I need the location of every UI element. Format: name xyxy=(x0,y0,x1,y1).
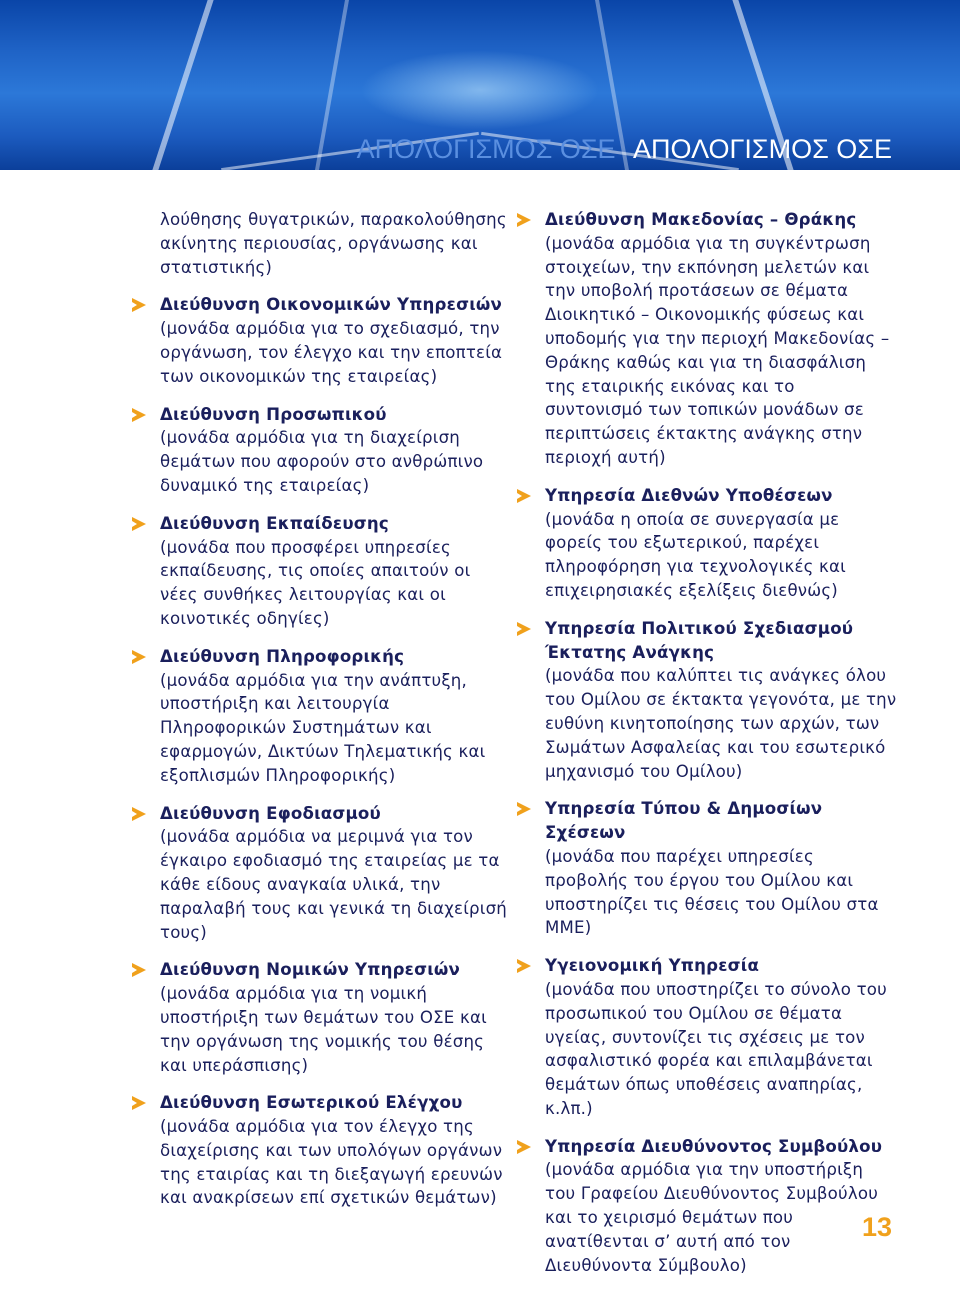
arrow-bullet-icon xyxy=(517,489,531,503)
item-title: Διεύθυνση Εφοδιασμού xyxy=(160,803,381,823)
list-item xyxy=(160,293,510,388)
header-title-main: ΑΠΟΛΟΓΙΣΜΟΣ ΟΣΕ xyxy=(633,134,892,164)
list-item xyxy=(545,208,897,470)
arrow-bullet-icon xyxy=(517,213,531,227)
header-title xyxy=(357,134,892,165)
item-title: Διεύθυνση Μακεδονίας – Θράκης xyxy=(545,210,857,229)
arrow-bullet-icon xyxy=(132,408,146,422)
list-item xyxy=(545,797,897,940)
item-title: Διεύθυνση Εσωτερικού Ελέγχου xyxy=(160,1093,463,1113)
arrow-bullet-icon xyxy=(132,807,146,821)
item-description: (μονάδα αρμόδια για την υποστήριξη του Γραφείου Διευθύνοντος Συμβούλου και το χειρισμό θεμάτων που ανατίθενται σ’ αυτή από τον Διευθύνοντα Σύμβουλο) xyxy=(545,1160,878,1275)
arrow-bullet-icon xyxy=(517,959,531,973)
arrow-bullet-icon xyxy=(517,622,531,636)
item-description: (μονάδα αρμόδια να μεριμνά για τον έγκαιρο εφοδιασμό της εταιρείας με τα κάθε είδους αναγκαία υλικά, την παραλαβή τους και γενικά τη διαχείρισή τους) xyxy=(160,827,508,942)
header-title-ghost: ΑΠΟΛΟΓΙΣΜΟΣ ΟΣΕ xyxy=(356,134,616,164)
item-title: Υπηρεσία Πολιτικού Σχεδιασμού Έκτατης Ανάγκης xyxy=(545,618,854,662)
list-item xyxy=(160,802,510,945)
item-description: (μονάδα αρμόδια για τη νομική υποστήριξη των θεμάτων του ΟΣΕ και την οργάνωση της νομικής του θέσης και υπεράσπισης) xyxy=(160,984,487,1075)
arrow-bullet-icon xyxy=(517,1140,531,1154)
item-description: (μονάδα αρμόδια για τη διαχείριση θεμάτων που αφορούν στο ανθρώπινο δυναμικό της εταιρείας) xyxy=(160,428,484,495)
list-item xyxy=(160,958,510,1077)
item-description: (μονάδα αρμόδια για την ανάπτυξη, υποστήριξη και λειτουργία Πληροφορικών Συστημάτων και εφαρμογών, Δικτύων Τηλεματικής και εξοπλισμών Πληροφορικής) xyxy=(160,670,486,785)
item-title: Διεύθυνση Νομικών Υπηρεσιών xyxy=(160,960,461,980)
list-item xyxy=(545,484,897,603)
tunnel-glow xyxy=(360,50,600,130)
arrow-bullet-icon xyxy=(132,1096,146,1110)
item-title: Υπηρεσία Διευθύνοντος Συμβούλου xyxy=(545,1136,883,1156)
list-item xyxy=(160,1091,510,1210)
list-item xyxy=(160,512,510,631)
list-item xyxy=(545,954,897,1121)
item-description: (μονάδα που παρέχει υπηρεσίες προβολής του έργου του Ομίλου και υποστηρίζει τις θέσεις του Ομίλου στα ΜΜΕ) xyxy=(545,846,879,938)
page-number: 13 xyxy=(861,1212,892,1242)
item-title: Διεύθυνση Οικονομικών Υπηρεσιών xyxy=(160,295,502,315)
item-description: (μονάδα που προσφέρει υπηρεσίες εκπαίδευσης, τις οποίες απαιτούν οι νέες συνθήκες λειτουργίας και οι κοινοτικές οδηγίες) xyxy=(160,537,471,628)
list-item xyxy=(160,645,510,788)
intro-text: λούθησης θυγατρικών, παρακολούθησης ακίνητης περιουσίας, οργάνωσης και στατιστικής) xyxy=(160,210,507,277)
item-title: Διεύθυνση Εκπαίδευσης xyxy=(160,513,389,533)
arrow-bullet-icon xyxy=(132,650,146,664)
item-description: (μονάδα αρμόδια για το σχεδιασμό, την οργάνωση, τον έλεγχο και την εποπτεία των οικονομικών της εταιρείας) xyxy=(160,319,503,386)
arrow-bullet-icon xyxy=(132,298,146,312)
right-column xyxy=(545,208,897,1291)
list-item xyxy=(160,403,510,498)
item-description: (μονάδα αρμόδια για τη συγκέντρωση στοιχείων, την εκπόνηση μελετών και την υποβολή προτάσεων σε θέματα Διοικητικό – Οικονομικής φύσεως και υποδομής για την περιοχή Μακεδονίας – Θράκης καθώς και για τη διασφάλιση της εταιρικής εικόνας και το συντονισμό των τοπικών μονάδων σε περιπτώσεις έκτακτης ανάγκης στην περιοχή αυτή) xyxy=(545,233,890,467)
left-column xyxy=(160,208,510,1224)
tunnel-light-streak xyxy=(315,0,349,170)
item-title: Υπηρεσία Τύπου & Δημοσίων Σχέσεων xyxy=(545,799,823,843)
item-title: Διεύθυνση Προσωπικού xyxy=(160,404,387,424)
item-title: Υγειονομική Υπηρεσία xyxy=(545,956,760,976)
arrow-bullet-icon xyxy=(132,963,146,977)
arrow-bullet-icon xyxy=(517,802,531,816)
item-title: Υπηρεσία Διεθνών Υποθέσεων xyxy=(545,485,833,505)
list-item xyxy=(545,1135,897,1278)
header-banner xyxy=(0,0,960,170)
item-title: Διεύθυνση Πληροφορικής xyxy=(160,646,405,666)
item-description: (μονάδα που καλύπτει τις ανάγκες όλου του Ομίλου σε έκτακτα γεγονότα, με την ευθύνη κινητοποίησης των αρχών, των Σωμάτων Ασφαλείας και του εσωτερικό μηχανισμό του Ομίλου) xyxy=(545,666,897,781)
list-item xyxy=(545,617,897,784)
item-description: (μονάδα αρμόδια για τον έλεγχο της διαχείρισης και των υπολόγων οργάνων της εταιρίας και τη διεξαγωγή ερευνών και ανακρίσεων επί σχετικών θεμάτων) xyxy=(160,1117,503,1208)
item-description: (μονάδα που υποστηρίζει το σύνολο του προσωπικού του Ομίλου σε θέματα υγείας, συντονίζει τις σχέσεις με τον ασφαλιστικό φορέα και επιλαμβάνεται θεμάτων όπως υποθέσεις αναπηρίας, κ.λπ.) xyxy=(545,979,887,1118)
arrow-bullet-icon xyxy=(132,517,146,531)
tunnel-light-streak xyxy=(152,0,213,170)
item-description: (μονάδα η οποία σε συνεργασία με φορείς του εξωτερικού, παρέχει πληροφόρηση για τεχνολογικές και επιχειρησιακές εξελίξεις διεθνώς) xyxy=(545,509,846,600)
